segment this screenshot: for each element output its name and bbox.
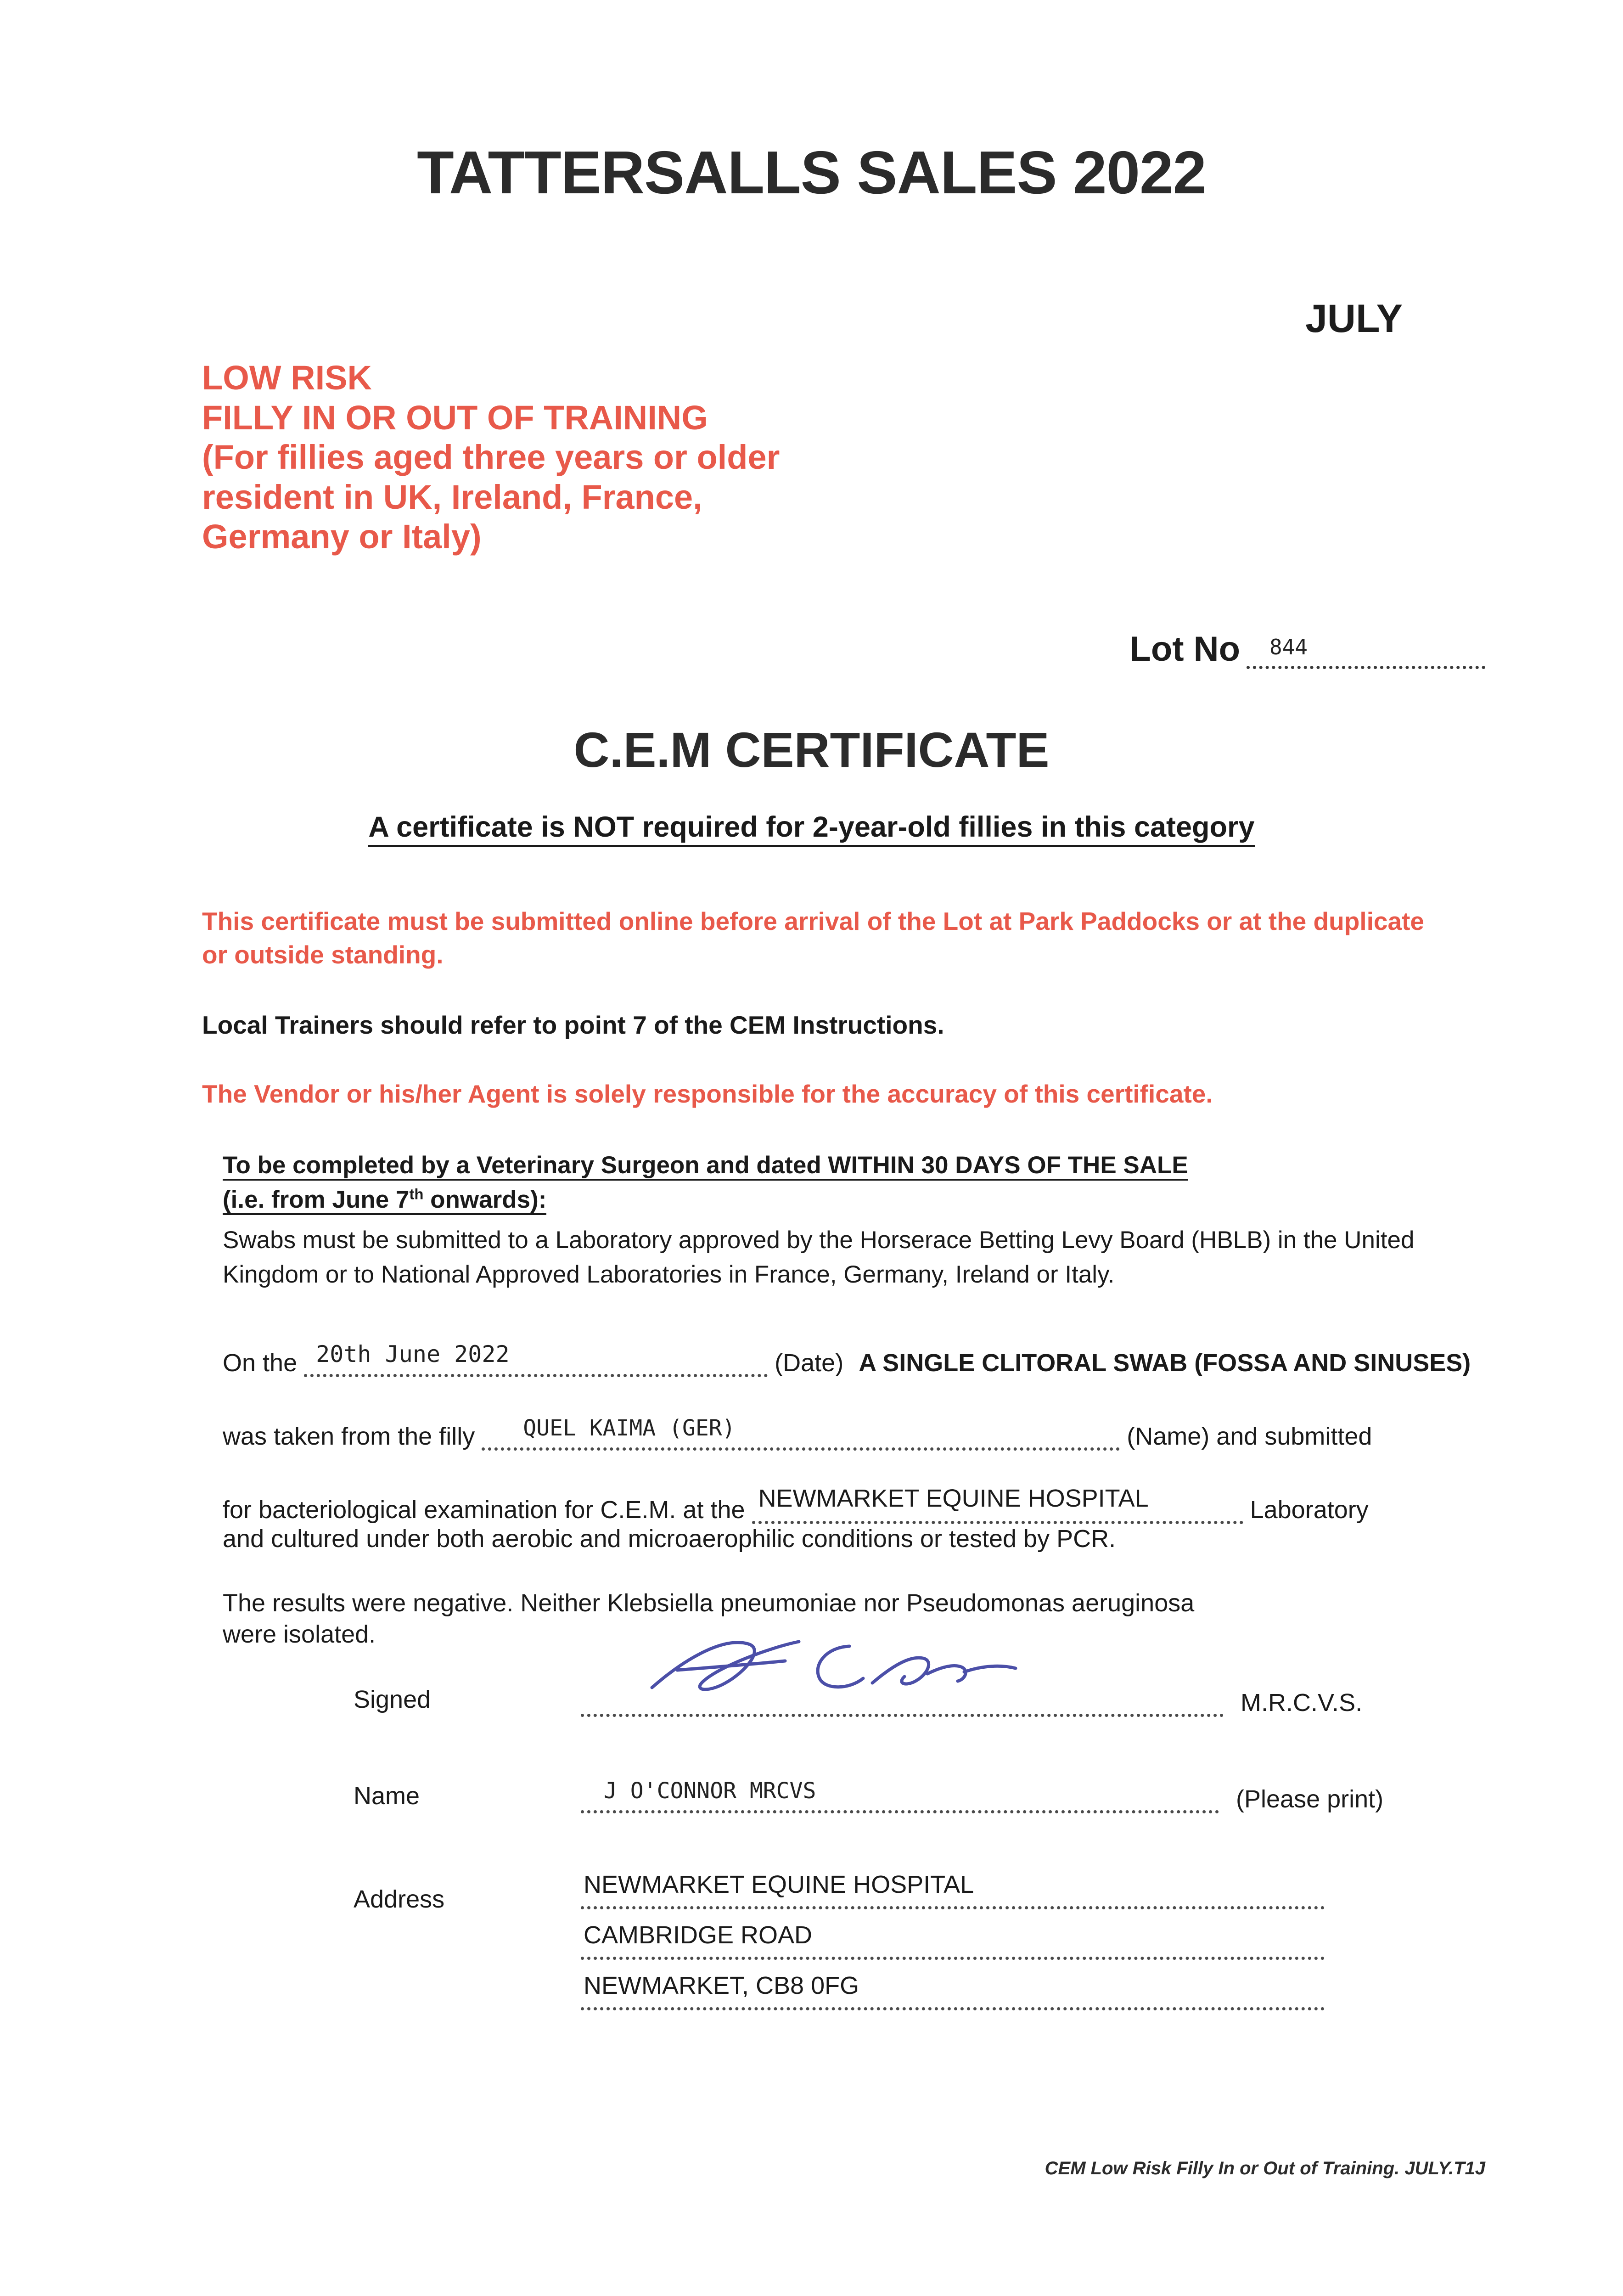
lot-label: Lot No [1129, 630, 1240, 669]
address-field-2[interactable] [581, 1913, 1325, 1960]
address-field-3[interactable] [581, 1963, 1325, 2010]
on-the-label: On the [223, 1349, 298, 1377]
risk-category-block [202, 358, 1120, 557]
address-label: Address [354, 1885, 445, 1913]
address-value-2: CAMBRIDGE ROAD [584, 1921, 813, 1949]
results-line-2: were isolated. [223, 1621, 376, 1648]
filly-name-value: QUEL KAIMA (GER) [523, 1415, 736, 1441]
address-value-3: NEWMARKET, CB8 0FG [584, 1972, 859, 1999]
notice-vendor-responsibility: The Vendor or his/her Agent is solely responsible for the accuracy of this certificate. [202, 1080, 1213, 1108]
certificate-subtitle-text: A certificate is NOT required for 2-year-old fillies in this category [368, 811, 1254, 847]
taken-from-label: was taken from the filly [223, 1423, 475, 1450]
lot-number-value: 844 [1269, 635, 1308, 659]
vet-instruction-heading-1: To be completed by a Veterinary Surgeon and dated WITHIN 30 DAYS OF THE SALE [223, 1152, 1188, 1181]
date-field[interactable] [304, 1341, 768, 1377]
vet-name-row [581, 1778, 1384, 1813]
lot-number-row [1129, 629, 1485, 669]
vet-name-field[interactable] [581, 1778, 1219, 1813]
laboratory-suffix: Laboratory [1250, 1496, 1369, 1524]
laboratory-field[interactable] [752, 1485, 1243, 1524]
laboratory-value: NEWMARKET EQUINE HOSPITAL [758, 1485, 1149, 1512]
notice-local-trainers: Local Trainers should refer to point 7 of the CEM Instructions. [202, 1011, 944, 1039]
signed-label: Signed [354, 1686, 431, 1713]
signature-suffix: M.R.C.V.S. [1241, 1689, 1363, 1716]
notice-submit-online: This certificate must be submitted online before arrival of the Lot at Park Paddocks or at the duplicate or outside standing. [202, 907, 1424, 969]
risk-line-3: (For fillies aged three years or older [202, 438, 780, 477]
vet-instruction-body: Swabs must be submitted to a Laboratory approved by the Horserace Betting Levy Board (HBLB) in the United Kingdom or to National Approved Laboratories in France, Germany, Ireland or Italy. [223, 1226, 1415, 1288]
risk-line-2: FILLY IN OR OUT OF TRAINING [202, 398, 708, 437]
please-print-label: (Please print) [1236, 1785, 1384, 1813]
vet-heading-2-ordinal: th [409, 1185, 424, 1203]
veterinary-instructions [223, 1148, 1476, 1292]
date-row [223, 1341, 1471, 1377]
address-field-1[interactable] [581, 1862, 1325, 1909]
page-title: TATTERSALLS SALES 2022 [417, 139, 1206, 206]
filly-name-suffix: (Name) and submitted [1127, 1423, 1372, 1450]
certificate-title: C.E.M CERTIFICATE [573, 722, 1050, 777]
date-value: 20th June 2022 [316, 1341, 510, 1367]
swab-description: A SINGLE CLITORAL SWAB (FOSSA AND SINUSES) [859, 1349, 1471, 1377]
cultured-text: and cultured under both aerobic and microaerophilic conditions or tested by PCR. [223, 1525, 1116, 1553]
signature-mark [634, 1628, 1038, 1713]
vet-name-value: J O'CONNOR MRCVS [604, 1778, 816, 1804]
vet-heading-2-part-c: onwards): [423, 1186, 547, 1214]
certificate-subtitle [0, 810, 1623, 844]
sale-month: JULY [1305, 297, 1403, 341]
vet-name-label: Name [354, 1782, 420, 1810]
vet-instruction-heading-2 [223, 1186, 546, 1215]
address-value-1: NEWMARKET EQUINE HOSPITAL [584, 1871, 974, 1898]
bacteriological-label: for bacteriological examination for C.E.M. at the [223, 1496, 745, 1524]
footer-reference: CEM Low Risk Filly In or Out of Training. JULY.T1J [1045, 2158, 1485, 2178]
results-line-1: The results were negative. Neither Klebsiella pneumoniae nor Pseudomonas aeruginosa [223, 1589, 1195, 1617]
risk-line-4: resident in UK, Ireland, France, [202, 478, 702, 516]
risk-line-1: LOW RISK [202, 359, 372, 397]
vet-heading-2-part-a: (i.e. from June 7 [223, 1186, 410, 1214]
lot-number-field[interactable] [1247, 637, 1485, 669]
filly-name-field[interactable] [482, 1415, 1120, 1451]
filly-name-row [223, 1415, 1372, 1451]
date-suffix-label: (Date) [775, 1349, 844, 1377]
laboratory-row [223, 1485, 1369, 1524]
risk-line-5: Germany or Italy) [202, 518, 482, 556]
